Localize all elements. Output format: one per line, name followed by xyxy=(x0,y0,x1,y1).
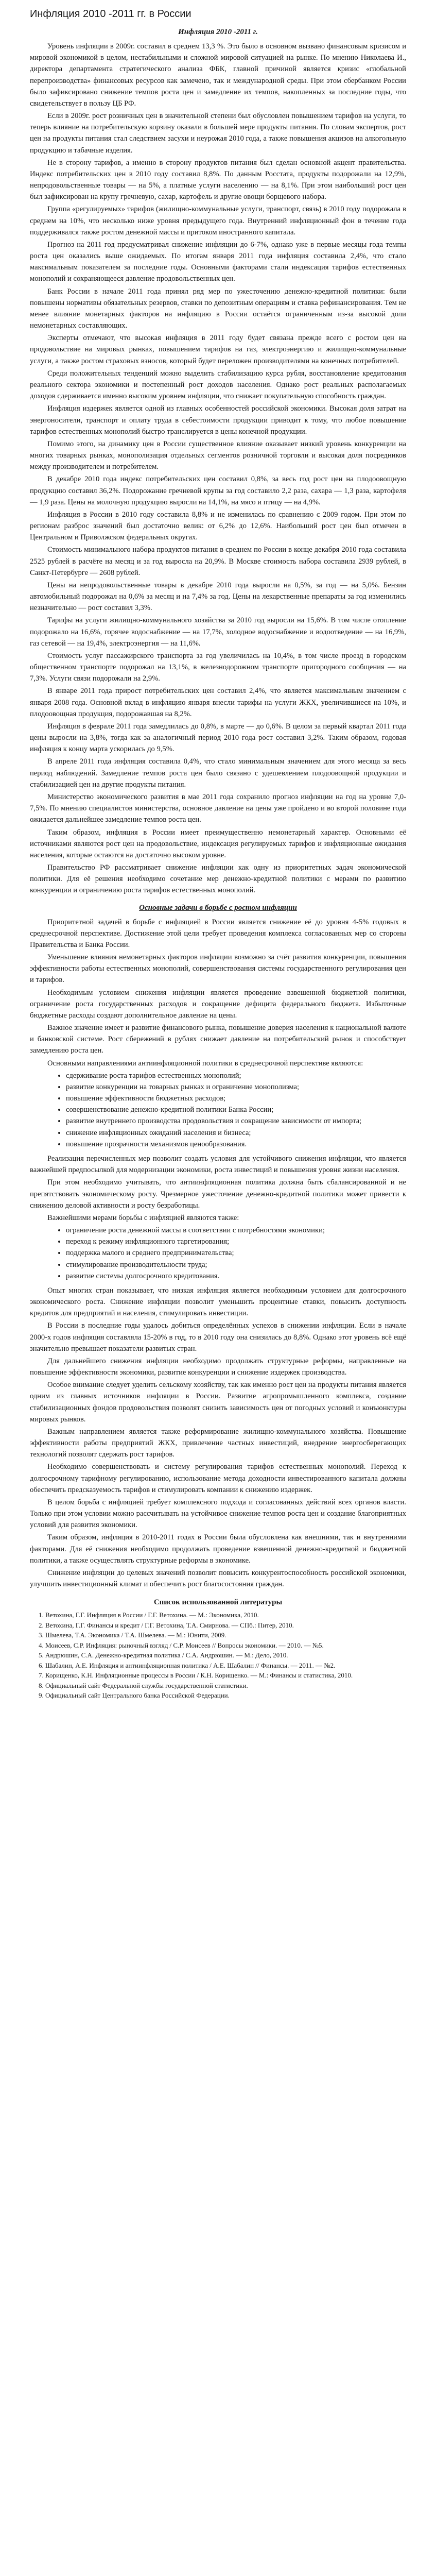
paragraph: Уровень инфляции в 2009г. составил в среднем 13,3 %. Это было в основном вызвано финансовым кризисом и мировой экономикой в целом, нестабильными и сложной мировой ситуацией на рынке. По мнению Николаева И., директора департамента стратегического анализа ФБК, главной причиной является кризис «глобальной перепроизводства» финансовых ресурсов как замечено, так и международной среды. При этом сбербанком России было зафиксировано снижение темпов роста цен и замедление их темпов, накопленных за последние годы, что свидетельствует в пользу ЦБ РФ. xyxy=(30,42,406,108)
list-item: • повышение эффективности бюджетных расходов; xyxy=(66,1093,406,1104)
paragraph: Особое внимание следует уделить сельскому хозяйству, так как именно рост цен на продукты питания является одним из главных источников инфляции в России. Развитие агропромышленного комплекса, создание стабилизационных фондов продовольствия позволят снизить зависимость цен от погодных условий и конъюнктуры мировых рынков. xyxy=(30,1381,406,1423)
reference-item: 9. Официальный сайт Центрального банка Российской Федерации. xyxy=(45,1690,406,1701)
additional-measures-list xyxy=(30,1225,406,1282)
reference-item: 6. Шабалин, А.Е. Инфляция и антиинфляционная политика / А.Е. Шабалин // Финансы. — 2011. — №2. xyxy=(45,1660,406,1671)
paragraph: Стоимость услуг пассажирского транспорта за год увеличилась на 10,4%, в том числе проезд в городском общественном транспорте подорожал на 13,1%, в железнодорожном транспорте пригородного сообщения — на 7,3%. Услуги связи подорожали на 2,9%. xyxy=(30,651,406,683)
paragraph: Не в сторону тарифов, а именно в сторону продуктов питания был сделан основной акцент правительства. Индекс потребительских цен в 2010 году составил 8,8%. По данным Росстата, продукты подорожали на 12,9%, непродовольственные товары — на 5%, а платные услуги населению — на 8,1%. При этом наибольший рост цен был зафиксирован на крупу гречневую, сахар, картофель и другие овощи борщевого набора. xyxy=(30,158,406,201)
paragraph: Тарифы на услуги жилищно-коммунального хозяйства за 2010 год выросли на 15,6%. В том числе отопление подорожало на 16,6%, горячее водоснабжение — на 17,7%, холодное водоснабжение и водоотведение — на 16,9%, газ сетевой — на 19,4%, электроэнергия — на 11,6%. xyxy=(30,616,406,648)
paragraph: Прогноз на 2011 год предусматривал снижение инфляции до 6-7%, однако уже в первые месяцы года темпы роста цен оказались выше ожидаемых. По итогам января 2011 года инфляция составила 2,4%, что стало максимальным показателем за последние годы. Основными факторами стали индексация тарифов естественных монополий и сохраняющееся давление продовольственных цен. xyxy=(30,240,406,283)
list-item: • сдерживание роста тарифов естественных монополий; xyxy=(66,1070,406,1081)
paragraph: Если в 2009г. рост розничных цен в значительной степени был обусловлен повышением тарифов на услуги, то теперь влияние на потребительскую корзину оказали в большей мере продукты питания. По словам экспертов, рост цен на продукты питания стал следствием засухи и неурожая 2010 года, а также повышения акцизов на алкогольную продукцию и табачные изделия. xyxy=(30,112,406,155)
measures-list xyxy=(30,1070,406,1150)
list-item: • стимулирование производительности труда; xyxy=(66,1259,406,1270)
statistics-section xyxy=(30,403,406,896)
paragraph: Необходимо совершенствовать и систему регулирования тарифов естественных монополий. Переход к долгосрочному тарифному регулированию, использование метода доходности инвестированного капитала должны обеспечить предсказуемость тарифов и стимулировать компании к снижению издержек. xyxy=(30,1463,406,1494)
paragraph: Таким образом, инфляция в России имеет преимущественно немонетарный характер. Основными её источниками являются рост цен на продовольствие, индексация регулируемых тарифов и инфляционные ожидания населения, которые остаются на достаточно высоком уровне. xyxy=(30,828,406,859)
document-subtitle: Инфляция 2010 -2011 г. xyxy=(178,28,258,36)
paragraph: Основными направлениями антиинфляционной политики в среднесрочной перспективе являются: xyxy=(47,1059,363,1067)
conclusion-section xyxy=(30,1285,406,1590)
list-item: • развитие системы долгосрочного кредитования. xyxy=(66,1270,406,1282)
references-list xyxy=(30,1610,406,1701)
paragraph: Помимо этого, на динамику цен в России существенное влияние оказывает низкий уровень конкуренции на многих товарных рынках, монополизация отдельных сегментов розничной торговли и высокая доля посредников между производителем и потребителем. xyxy=(30,439,406,471)
paragraph: Уменьшение влияния немонетарных факторов инфляции возможно за счёт развития конкуренции, повышения эффективности работы естественных монополий, совершенствования системы государственного регулирования цен и тарифов. xyxy=(30,953,406,985)
reference-item: 5. Андрюшин, С.А. Денежно-кредитная политика / С.А. Андрюшин. — М.: Дело, 2010. xyxy=(45,1650,406,1660)
list-item: • снижение инфляционных ожиданий населения и бизнеса; xyxy=(66,1127,406,1139)
intro-section xyxy=(30,41,406,402)
paragraph: Стоимость минимального набора продуктов питания в среднем по России в конце декабря 2010 года составила 2525 рублей в расчёте на месяц и за год выросла на 20,9%. В Москве стоимость набора составила 2939 рублей, в Санкт-Петербурге — 2608 рублей. xyxy=(30,546,406,577)
tasks-middle-section xyxy=(30,1153,406,1224)
paragraph: Группа «регулируемых» тарифов (жилищно-коммунальные услуги, транспорт, связь) в 2010 году подорожала в среднем на 10%, что несколько ниже уровня предыдущего года. Внутренний инфляционный фон в течение года поддерживался также ростом денежной массы и притоком иностранного капитала. xyxy=(30,205,406,236)
reference-item: 3. Шмелева, Т.А. Экономика / Т.А. Шмелева. — М.: Юнити, 2009. xyxy=(45,1630,406,1640)
paragraph: Среди положительных тенденций можно выделить стабилизацию курса рубля, восстановление кредитования реального сектора экономики и постепенный рост доходов населения. Однако рост реальных располагаемых доходов сдерживается именно высоким уровнем инфляции, что снижает покупательную способность граждан. xyxy=(30,369,406,401)
paragraph: Реализация перечисленных мер позволит создать условия для устойчивого снижения инфляции, что является важнейшей предпосылкой для модернизации экономики, роста инвестиций и повышения уровня жизни населения. xyxy=(30,1154,406,1175)
paragraph: Инфляция в феврале 2011 года замедлилась до 0,8%, в марте — до 0,6%. В целом за первый квартал 2011 года цены выросли на 3,8%, тогда как за аналогичный период 2010 года рост составил 3,2%. Таким образом, годовая инфляция к концу марта ускорилась до 9,5%. xyxy=(30,722,406,754)
reference-item: 8. Официальный сайт Федеральной службы государственной статистики. xyxy=(45,1681,406,1691)
list-item: • совершенствование денежно-кредитной политики Банка России; xyxy=(66,1104,406,1115)
reference-item: 4. Моисеев, С.Р. Инфляция: рыночный взгляд / С.Р. Моисеев // Вопросы экономики. — 2010. — №5. xyxy=(45,1640,406,1651)
paragraph: В России в последние годы удалось добиться определённых успехов в снижении инфляции. Если в начале 2000-х годов инфляция составляла 15-20% в год, то в 2010 году она снизилась до 8,8%. Однако этот уровень всё ещё значительно превышает показатели развитых стран. xyxy=(30,1321,406,1353)
list-item: • переход к режиму инфляционного таргетирования; xyxy=(66,1236,406,1247)
paragraph: Опыт многих стран показывает, что низкая инфляция является необходимым условием для долгосрочного экономического роста. Снижение инфляции позволит уменьшить процентные ставки, повысить доступность кредитов для предприятий и населения, стимулировать инвестиции. xyxy=(30,1286,406,1318)
references-heading: Список использованной литературы xyxy=(153,1598,283,1607)
reference-item: 7. Корищенко, К.Н. Инфляционные процессы в России / К.Н. Корищенко. — М.: Финансы и статистика, 2010. xyxy=(45,1670,406,1681)
paragraph: Цены на непродовольственные товары в декабре 2010 года выросли на 0,5%, за год — на 5,0%. Бензин автомобильный подорожал на 0,6% за месяц и на 7,4% за год. Цены на лекарственные препараты за год изменились незначительно — рост составил 3,3%. xyxy=(30,581,406,613)
page-title: Инфляция 2010 -2011 гг. в России xyxy=(30,8,191,20)
paragraph: В декабре 2010 года индекс потребительских цен составил 0,8%, за весь год рост цен на плодоовощную продукцию составил 36,2%. Подорожание гречневой крупы за год составило 2,2 раза, сахара — 1,3 раза, картофеля — 1,9 раза. Цены на молочную продукцию выросли на 14,1%, на мясо и птицу — на 4,9%. xyxy=(30,475,406,506)
paragraph: В целом борьба с инфляцией требует комплексного подхода и согласованных действий всех органов власти. Только при этом условии можно рассчитывать на устойчивое снижение темпов роста цен и создание благоприятных условий для развития экономики. xyxy=(30,1498,406,1530)
paragraph: При этом необходимо учитывать, что антиинфляционная политика должна быть сбалансированной и не препятствовать экономическому росту. Чрезмерное ужесточение денежно-кредитной политики может привести к снижению деловой активности и росту безработицы. xyxy=(30,1178,406,1210)
paragraph: Снижение инфляции до целевых значений позволит повысить конкурентоспособность российской экономики, улучшить инвестиционный климат и обеспечить рост благосостояния граждан. xyxy=(30,1569,406,1589)
paragraph: Инфляция в России в 2010 году составила 8,8% и не изменилась по сравнению с 2009 годом. При этом по регионам разброс значений был достаточно велик: от 6,2% до 12,6%. Наибольший рост цен был отмечен в Центральном и Приволжском федеральных округах. xyxy=(30,510,406,542)
section-heading: Основные задачи в борьбе с ростом инфляции xyxy=(139,903,297,912)
paragraph: Эксперты отмечают, что высокая инфляция в 2011 году будет связана прежде всего с ростом цен на продовольствие на мировых рынках, повышением тарифов на газ, электроэнергию и жилищно-коммунальные услуги, а также ростом страховых взносов, который будет переложен производителями на конечных потребителей. xyxy=(30,334,406,365)
paragraph: Министерство экономического развития в мае 2011 года сохранило прогноз инфляции на год на уровне 7,0-7,5%. По мнению специалистов министерства, основное давление на цены уже пройдено и во второй половине года ожидается дальнейшее замедление темпов роста цен. xyxy=(30,793,406,824)
paragraph: Приоритетной задачей в борьбе с инфляцией в России является снижение её до уровня 4-5% годовых в среднесрочной перспективе. Достижение этой цели требует проведения комплекса согласованных мер со стороны Правительства и Банка России. xyxy=(30,918,406,949)
paragraph: Важное значение имеет и развитие финансового рынка, повышение доверия населения к национальной валюте и банковской системе. Рост сбережений в рублях снижает давление на потребительский рынок и способствует замедлению роста цен. xyxy=(30,1024,406,1055)
paragraph: Инфляция издержек является одной из главных особенностей российской экономики. Высокая доля затрат на энергоносители, транспорт и оплату труда в себестоимости продукции приводит к тому, что любое повышение тарифов естественных монополий быстро транслируется в цены конечной продукции. xyxy=(30,404,406,436)
paragraph: Для дальнейшего снижения инфляции необходимо продолжать структурные реформы, направленные на повышение эффективности экономики, развитие конкуренции и снижение издержек производства. xyxy=(30,1357,406,1377)
reference-item: 2. Ветохина, Г.Г. Финансы и кредит / Г.Г. Ветохина, Т.А. Смирнова. — СПб.: Питер, 2010. xyxy=(45,1620,406,1631)
list-item: • поддержка малого и среднего предпринимательства; xyxy=(66,1247,406,1259)
paragraph: Таким образом, инфляция в 2010-2011 годах в России была обусловлена как внешними, так и внутренними факторами. Для её снижения необходимо продолжать проведение взвешенной денежно-кредитной и бюджетной политики, а также осуществлять структурные реформы в экономике. xyxy=(30,1533,406,1565)
list-item: • ограничение роста денежной массы в соответствии с потребностями экономики; xyxy=(66,1225,406,1236)
list-item: • развитие конкуренции на товарных рынках и ограничение монополизма; xyxy=(66,1081,406,1093)
paragraph: В апреле 2011 года инфляция составила 0,4%, что стало минимальным значением для этого месяца за весь период наблюдений. Замедление темпов роста цен было связано с удешевлением плодоовощной продукции и стабилизацией цен на другие продукты питания. xyxy=(30,757,406,789)
paragraph: В январе 2011 года прирост потребительских цен составил 2,4%, что является максимальным значением с января 2008 года. Основной вклад в инфляцию января внесли тарифы на услуги ЖКХ, увеличившиеся на 10%, и плодоовощная продукция, подорожавшая на 8,2%. xyxy=(30,687,406,718)
paragraph: Необходимым условием снижения инфляции является проведение взвешенной бюджетной политики, ограничение роста государственных расходов и сокращение дефицита федерального бюджета. Избыточные бюджетные расходы создают дополнительное давление на цены. xyxy=(30,988,406,1020)
paragraph: Важным направлением является также реформирование жилищно-коммунального хозяйства. Повышение эффективности работы предприятий ЖКХ, привлечение частных инвестиций, внедрение энергосберегающих технологий позволят сдержать рост тарифов. xyxy=(30,1427,406,1459)
paragraph: Важнейшими мерами борьбы с инфляцией являются также: xyxy=(47,1213,239,1222)
paragraph: Банк России в начале 2011 года принял ряд мер по ужесточению денежно-кредитной политики: были повышены нормативы обязательных резервов, ставки по депозитным операциям и ставка рефинансирования. Тем не менее влияние монетарных факторов на инфляцию в России остаётся ограниченным из-за высокой доли немонетарных составляющих. xyxy=(30,287,406,330)
reference-item: 1. Ветохина, Г.Г. Инфляция в России / Г.Г. Ветохина. — М.: Экономика, 2010. xyxy=(45,1610,406,1620)
paragraph: Правительство РФ рассматривает снижение инфляции как одну из приоритетных задач экономической политики. Для её решения необходимо сочетание мер денежно-кредитной политики с мерами по развитию конкуренции и ограничению роста тарифов естественных монополий. xyxy=(30,863,406,895)
list-item: • развитие внутреннего производства продовольствия и сокращение зависимости от импорта; xyxy=(66,1115,406,1127)
list-item: • повышение прозрачности механизмов ценообразования. xyxy=(66,1139,406,1150)
tasks-intro-section xyxy=(30,917,406,1069)
